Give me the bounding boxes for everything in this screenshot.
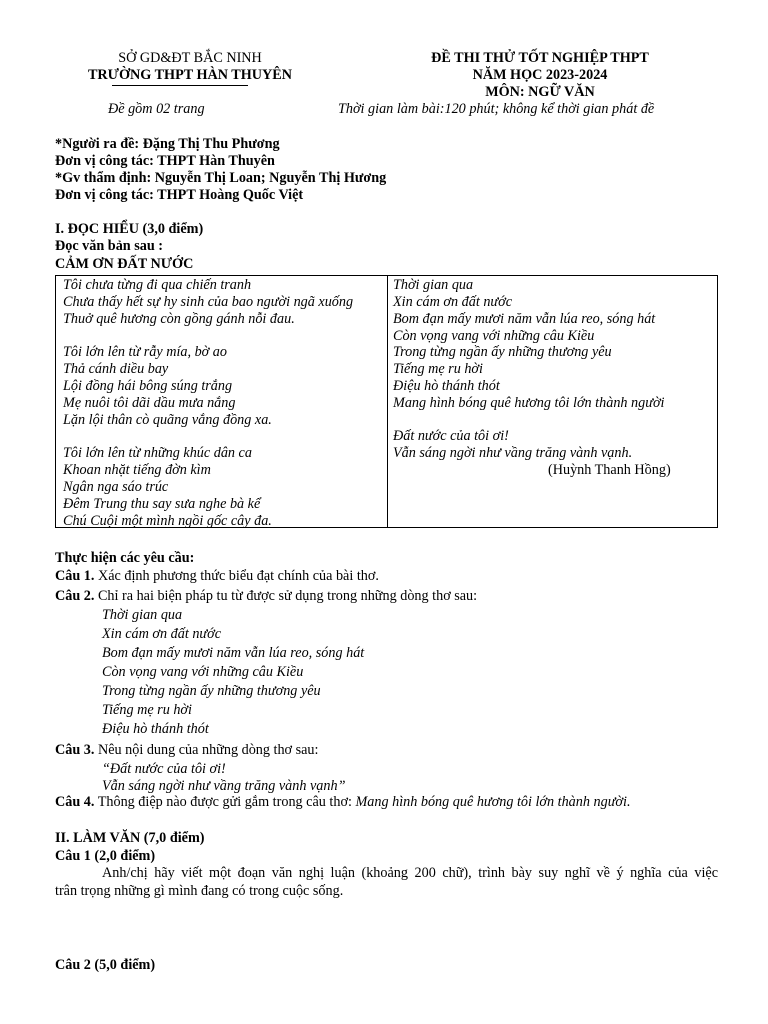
poem-line: Lội đồng hái bông súng trắng <box>63 378 233 394</box>
quoted-poem-line: Còn vọng vang với những câu Kiều <box>102 664 304 680</box>
question-3-label: Câu 3. <box>55 742 95 758</box>
poem-line: Tôi lớn lên từ những khúc dân ca <box>63 445 252 461</box>
essay-question-2-heading: Câu 2 (5,0 điểm) <box>55 957 156 973</box>
quoted-poem-line: Vẫn sáng ngời như vầng trăng vành vạnh” <box>102 778 346 794</box>
poem-line: Khoan nhặt tiếng đờn kìm <box>63 462 211 478</box>
quoted-poem-line: “Đất nước của tôi ơi! <box>102 761 226 777</box>
section-writing-heading: II. LÀM VĂN (7,0 điểm) <box>55 830 205 846</box>
poem-line: Mang hình bóng quê hương tôi lớn thành người <box>393 395 665 411</box>
quoted-poem-line: Tiếng mẹ ru hời <box>102 702 192 718</box>
poem-line: Vẫn sáng ngời như vầng trăng vành vạnh. <box>393 445 633 461</box>
essay-question-1-text: Anh/chị hãy viết một đoạn văn nghị luận (khoảng 200 chữ), trình bày suy nghĩ về ý nghĩa của việc <box>102 865 718 881</box>
poem-line: Đất nước của tôi ơi! <box>393 428 509 444</box>
question-3 <box>55 742 318 759</box>
poem-line: Tôi lớn lên từ rẫy mía, bờ ao <box>63 344 227 360</box>
poem-line: Thời gian qua <box>393 277 474 293</box>
question-3-text: Nêu nội dung của những dòng thơ sau: <box>97 742 319 758</box>
poem-line: Tiếng mẹ ru hời <box>393 361 483 377</box>
poem-column-divider <box>387 275 388 528</box>
school-year: NĂM HỌC 2023-2024 <box>472 67 608 83</box>
poem-line: Chưa thấy hết sự hy sinh của bao người ngã xuống <box>63 294 354 310</box>
poem-line: Trong từng ngần ấy những thương yêu <box>393 344 612 360</box>
school-underline <box>112 85 248 86</box>
poem-line: Thả cánh diều bay <box>63 361 169 377</box>
poem-title: CẢM ƠN ĐẤT NƯỚC <box>55 256 194 272</box>
poem-line: Lặn lội thân cò quãng vắng đồng xa. <box>63 412 272 428</box>
question-2-label: Câu 2. <box>55 588 95 604</box>
reading-instruction: Đọc văn bản sau : <box>55 238 164 254</box>
quoted-poem-line: Trong từng ngần ấy những thương yêu <box>102 683 321 699</box>
school-name: TRƯỜNG THPT HÀN THUYÊN <box>87 67 293 83</box>
poem-line: Tôi chưa từng đi qua chiến tranh <box>63 277 252 293</box>
exam-time: Thời gian làm bài:120 phút; không kể thời gian phát đề <box>338 101 655 117</box>
question-2 <box>55 588 477 605</box>
poem-line: Đêm Trung thu say sưa nghe bà kể <box>63 496 261 512</box>
tasks-heading: Thực hiện các yêu cầu: <box>55 550 195 566</box>
essay-question-1-heading: Câu 1 (2,0 điểm) <box>55 848 156 864</box>
department-name: SỞ GD&ĐT BẮC NINH <box>118 50 262 66</box>
section-reading-heading: I. ĐỌC HIỂU (3,0 điểm) <box>55 221 204 237</box>
question-2-text: Chỉ ra hai biện pháp tu từ được sử dụng trong những dòng thơ sau: <box>97 588 478 604</box>
poem-line: Bom đạn mấy mươi năm vẫn lúa reo, sóng hát <box>393 311 656 327</box>
question-1 <box>55 568 379 585</box>
poem-line: Còn vọng vang với những câu Kiều <box>393 328 595 344</box>
question-4 <box>55 794 631 811</box>
page-count-note: Đề gồm 02 trang <box>108 101 205 117</box>
question-1-text: Xác định phương thức biểu đạt chính của bài thơ. <box>97 568 379 584</box>
quoted-poem-line: Bom đạn mấy mươi năm vẫn lúa reo, sóng hát <box>102 645 365 661</box>
author-line: *Người ra đề: Đặng Thị Thu Phương <box>55 136 280 152</box>
subject: MÔN: NGỮ VĂN <box>485 84 595 100</box>
question-1-label: Câu 1. <box>55 568 95 584</box>
question-4-quote: Mang hình bóng quê hương tôi lớn thành người. <box>355 794 631 810</box>
exam-title: ĐỀ THI THỬ TỐT NGHIỆP THPT <box>431 50 649 66</box>
poem-author: (Huỳnh Thanh Hồng) <box>548 462 671 478</box>
poem-line: Mẹ nuôi tôi dãi dầu mưa nắng <box>63 395 236 411</box>
question-4-text: Thông điệp nào được gửi gắm trong câu thơ: <box>97 794 356 810</box>
essay-question-1-text-cont: trân trọng những gì mình đang có trong cuộc sống. <box>55 883 344 899</box>
poem-line: Chú Cuội một mình ngồi gốc cây đa. <box>63 513 272 529</box>
reviewer-unit-line: Đơn vị công tác: THPT Hoàng Quốc Việt <box>55 187 304 203</box>
quoted-poem-line: Điệu hò thánh thót <box>102 721 209 737</box>
question-4-label: Câu 4. <box>55 794 95 810</box>
quoted-poem-line: Xin cám ơn đất nước <box>102 626 222 642</box>
poem-line: Thuở quê hương còn gồng gánh nỗi đau. <box>63 311 295 327</box>
poem-line: Xin cám ơn đất nước <box>393 294 513 310</box>
reviewer-line: *Gv thẩm định: Nguyễn Thị Loan; Nguyễn Thị Hương <box>55 170 387 186</box>
quoted-poem-line: Thời gian qua <box>102 607 183 623</box>
author-unit-line: Đơn vị công tác: THPT Hàn Thuyên <box>55 153 275 169</box>
poem-line: Điệu hò thánh thót <box>393 378 500 394</box>
poem-line: Ngân nga sáo trúc <box>63 479 169 495</box>
